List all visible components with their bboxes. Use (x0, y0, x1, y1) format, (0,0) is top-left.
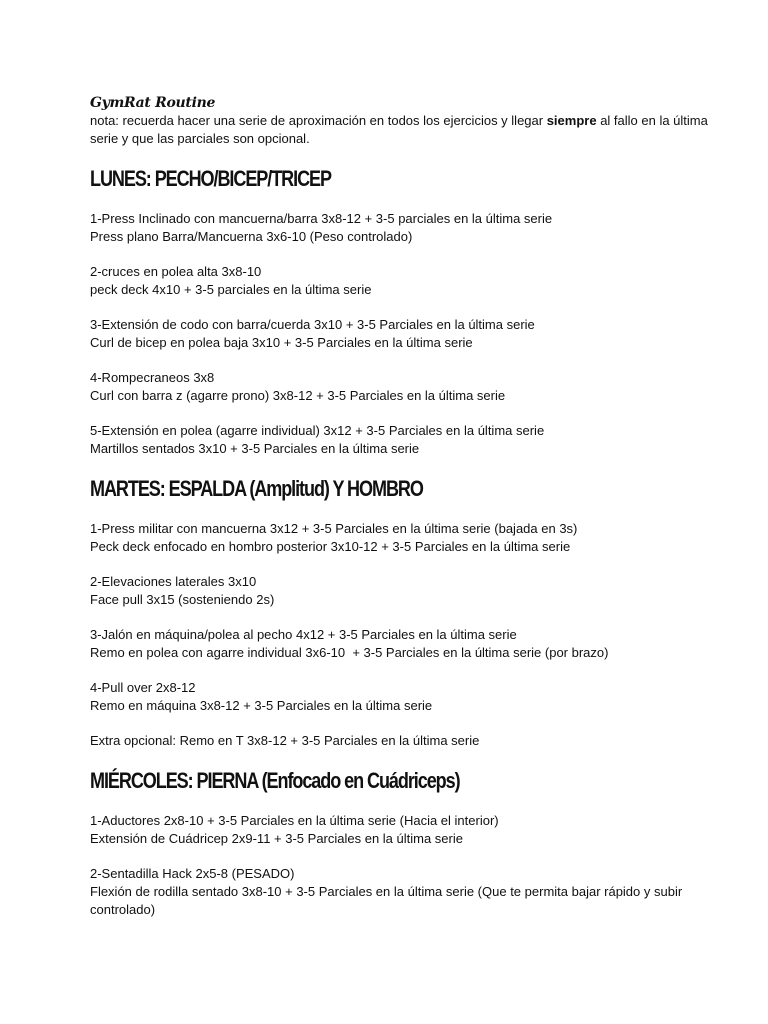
intro-note (90, 112, 730, 148)
exercise-line: 2-Sentadilla Hack 2x5-8 (PESADO) (90, 866, 295, 881)
exercise-line: 4-Rompecraneos 3x8 (90, 370, 215, 385)
exercise-line: Extensión de Cuádricep 2x9-11 + 3-5 Parciales en la última serie (90, 831, 463, 846)
exercise-line: 1-Press Inclinado con mancuerna/barra 3x8-12 + 3-5 parciales en la última serie (90, 211, 553, 226)
day-heading-monday: LUNES: PECHO/BICEP/TRICEP (90, 166, 331, 191)
exercise-line: 3-Jalón en máquina/polea al pecho 4x12 + 3-5 Parciales en la última serie (90, 627, 517, 642)
exercise-group (90, 210, 730, 246)
exercise-line: Curl de bicep en polea baja 3x10 + 3-5 Parciales en la última serie (90, 335, 473, 350)
exercise-line: 1-Press militar con mancuerna 3x12 + 3-5 Parciales en la última serie (bajada en 3s) (90, 521, 578, 536)
exercise-line: Face pull 3x15 (sosteniendo 2s) (90, 592, 275, 607)
exercise-group (90, 422, 730, 458)
exercise-line: peck deck 4x10 + 3-5 parciales en la última serie (90, 282, 372, 297)
exercise-line: 3-Extensión de codo con barra/cuerda 3x10 + 3-5 Parciales en la última serie (90, 317, 535, 332)
exercise-group (90, 263, 730, 299)
note-text-end: al fallo en la última serie y que las parciales son opcional. (90, 113, 708, 146)
exercise-line: Extra opcional: Remo en T 3x8-12 + 3-5 Parciales en la última serie (90, 733, 480, 748)
exercise-line: 2-Elevaciones laterales 3x10 (90, 574, 257, 589)
day-heading-tuesday: MARTES: ESPALDA (Amplitud) Y HOMBRO (90, 476, 423, 501)
exercise-line: 5-Extensión en polea (agarre individual) 3x12 + 3-5 Parciales en la última serie (90, 423, 545, 438)
exercise-group (90, 369, 730, 405)
exercise-line: 4-Pull over 2x8-12 (90, 680, 196, 695)
note-emphasis: siempre (546, 113, 597, 128)
exercise-line: Martillos sentados 3x10 + 3-5 Parciales en la última serie (90, 441, 420, 456)
exercise-line: 1-Aductores 2x8-10 + 3-5 Parciales en la última serie (Hacia el interior) (90, 813, 499, 828)
exercise-line: 2-cruces en polea alta 3x8-10 (90, 264, 262, 279)
exercise-group (90, 573, 730, 609)
exercise-line: Remo en máquina 3x8-12 + 3-5 Parciales en la última serie (90, 698, 433, 713)
exercise-line: Peck deck enfocado en hombro posterior 3x10-12 + 3-5 Parciales en la última serie (90, 539, 571, 554)
exercise-line: Remo en polea con agarre individual 3x6-10 + 3-5 Parciales en la última serie (por brazo) (90, 645, 609, 660)
document-title: GymRat Routine (90, 95, 216, 111)
exercise-line: Flexión de rodilla sentado 3x8-10 + 3-5 Parciales en la última serie (Que te permita bajar rápido y subir controlado) (90, 884, 686, 917)
document-page (90, 94, 730, 919)
day-heading-wednesday: MIÉRCOLES: PIERNA (Enfocado en Cuádriceps) (90, 768, 460, 793)
note-text-start: nota: recuerda hacer una serie de aproximación en todos los ejercicios y llegar (90, 113, 547, 128)
exercise-line: Curl con barra z (agarre prono) 3x8-12 + 3-5 Parciales en la última serie (90, 388, 506, 403)
exercise-group (90, 865, 730, 919)
exercise-group (90, 679, 730, 715)
exercise-line: Press plano Barra/Mancuerna 3x6-10 (Peso controlado) (90, 229, 413, 244)
exercise-group (90, 520, 730, 556)
exercise-group (90, 732, 730, 750)
exercise-group (90, 812, 730, 848)
exercise-group (90, 316, 730, 352)
exercise-group (90, 626, 730, 662)
